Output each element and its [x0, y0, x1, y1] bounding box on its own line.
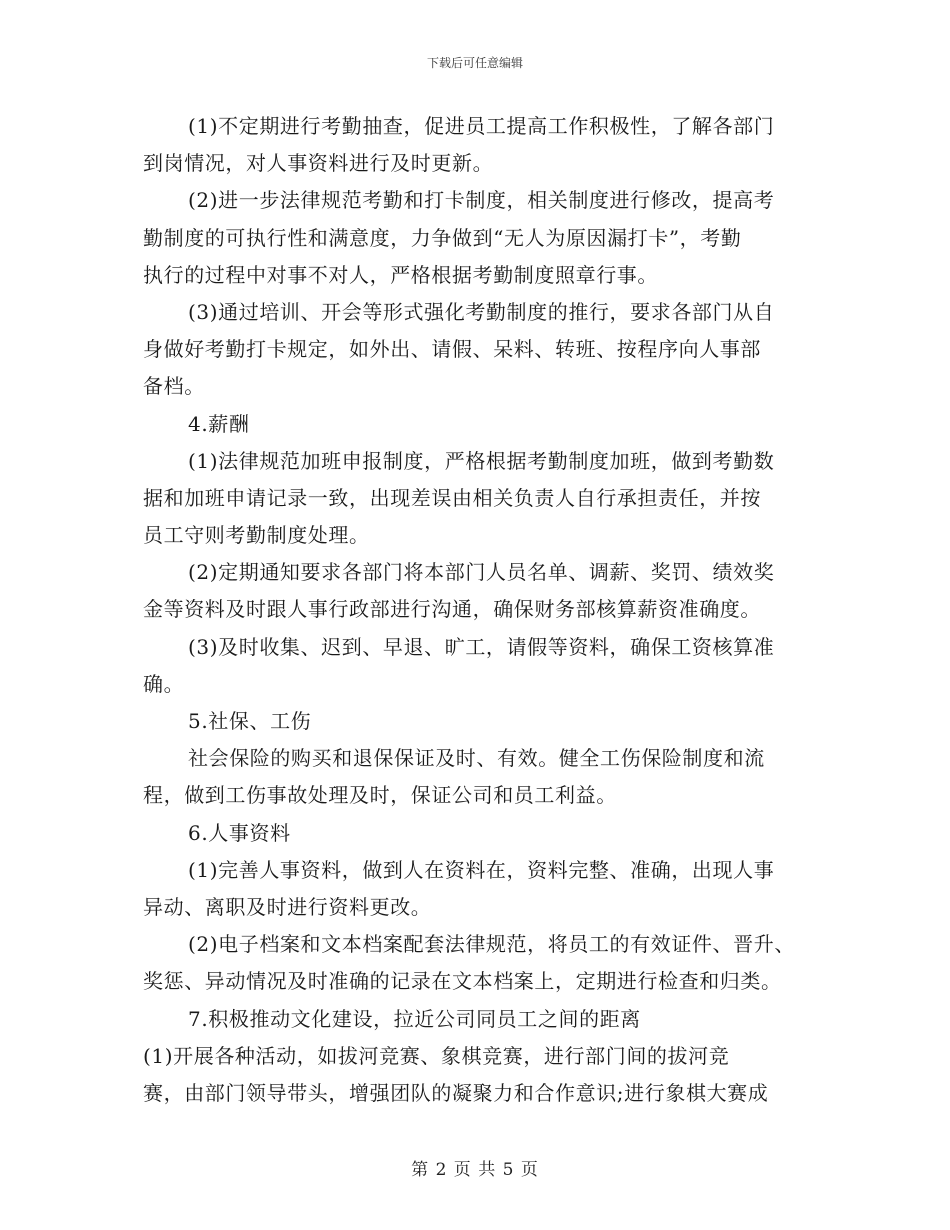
- text-line: (2)电子档案和文本档案配套法律规范，将员工的有效证件、晋升、: [188, 932, 795, 957]
- text-line: 身做好考勤打卡规定，如外出、请假、呆料、转班、按程序向人事部: [143, 337, 761, 362]
- text-line: (1)法律规范加班申报制度，严格根据考勤制度加班，做到考勤数: [188, 448, 775, 473]
- text-line: 赛，由部门领导带头，增强团队的凝聚力和合作意识;进行象棋大赛成: [143, 1080, 769, 1105]
- page-header: 下载后可任意编辑: [426, 56, 523, 70]
- text-line: 4.薪酬: [188, 411, 250, 436]
- text-line: 执行的过程中对事不对人，严格根据考勤制度照章行事。: [143, 262, 658, 287]
- text-line: (1)开展各种活动，如拔河竞赛、象棋竞赛，进行部门间的拔河竞: [143, 1043, 730, 1068]
- text-line: (3)及时收集、迟到、早退、旷工，请假等资料，确保工资核算准: [188, 634, 775, 659]
- text-line: 5.社保、工伤: [188, 709, 312, 733]
- text-line: (2)进一步法律规范考勤和打卡制度，相关制度进行修改，提高考: [188, 188, 775, 213]
- text-line: 勤制度的可执行性和满意度，力争做到“无人为原因漏打卡”，考勤: [143, 225, 742, 250]
- text-line: 6.人事资料: [188, 820, 291, 845]
- text-line: (1)完善人事资料，做到人在资料在，资料完整、准确，出现人事: [188, 857, 775, 882]
- text-line: 金等资料及时跟人事行政部进行沟通，确保财务部核算薪资准确度。: [143, 597, 761, 622]
- text-line: (2)定期通知要求各部门将本部门人员名单、调薪、奖罚、绩效奖: [188, 560, 775, 585]
- text-line: 7.积极推动文化建设，拉近公司同员工之间的距离: [188, 1006, 641, 1031]
- page-footer: 第 2 页 共 5 页: [411, 1160, 539, 1180]
- text-line: 员工守则考勤制度处理。: [143, 523, 370, 548]
- document-body: [143, 108, 809, 1112]
- text-line: 程，做到工伤事故处理及时，保证公司和员工利益。: [143, 783, 617, 808]
- text-line: (1)不定期进行考勤抽查，促进员工提高工作积极性，了解各部门: [188, 114, 775, 138]
- text-line: (3)通过培训、开会等形式强化考勤制度的推行，要求各部门从自: [188, 299, 775, 324]
- text-line: 据和加班申请记录一致，出现差误由相关负责人自行承担责任，并按: [143, 485, 761, 510]
- text-line: 到岗情况，对人事资料进行及时更新。: [143, 151, 494, 176]
- text-line: 备档。: [143, 374, 205, 399]
- text-line: 异动、离职及时进行资料更改。: [143, 894, 432, 919]
- text-line: 确。: [143, 671, 185, 696]
- text-line: 奖惩、异动情况及时准确的记录在文本档案上，定期进行检查和归类。: [143, 969, 782, 994]
- text-line: 社会保险的购买和退保保证及时、有效。健全工伤保险制度和流: [188, 746, 765, 771]
